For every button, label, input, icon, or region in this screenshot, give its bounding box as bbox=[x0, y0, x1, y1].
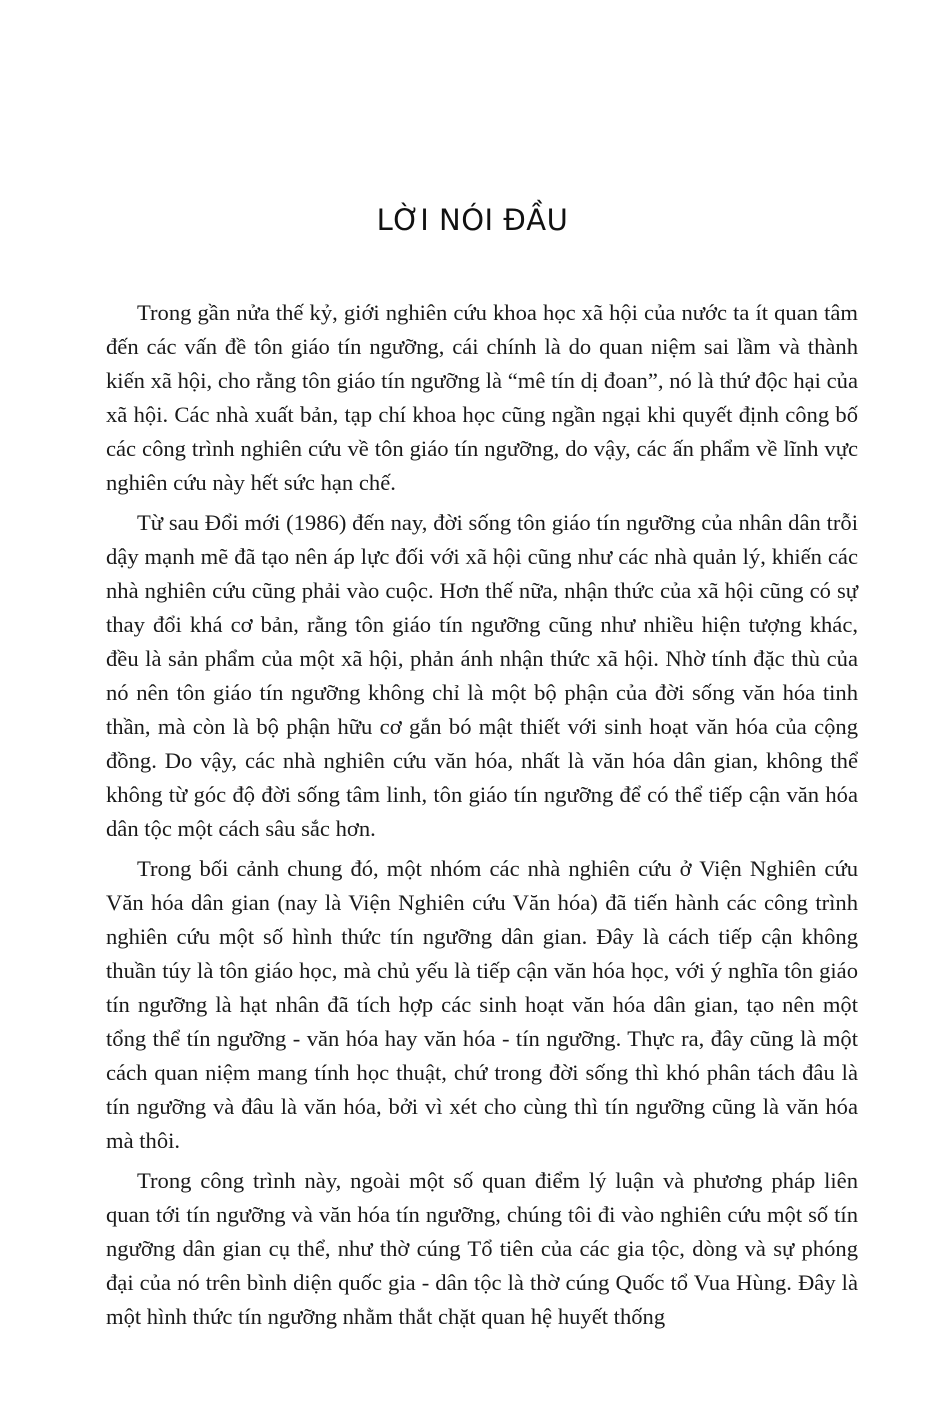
paragraph-3: Trong bối cảnh chung đó, một nhóm các nhà nghiên cứu ở Viện Nghiên cứu Văn hóa dân gian (nay là Viện Nghiên cứu Văn hóa) đã tiến hành các công trình nghiên cứu một số hình thức tín ngưỡng dân gian. Đây là cách tiếp cận không thuần túy là tôn giáo học, mà chủ yếu là tiếp cận văn hóa học, với ý nghĩa tôn giáo tín ngưỡng là hạt nhân đã tích hợp các sinh hoạt văn hóa dân gian, tạo nên một tổng thể tín ngưỡng - văn hóa hay văn hóa - tín ngưỡng. Thực ra, đây cũng là một cách quan niệm mang tính học thuật, chứ trong đời sống thì khó phân tách đâu là tín ngưỡng và đâu là văn hóa, bởi vì xét cho cùng thì tín ngưỡng cũng là văn hóa mà thôi. bbox=[106, 856, 858, 1153]
paragraph-2: Từ sau Đổi mới (1986) đến nay, đời sống tôn giáo tín ngưỡng của nhân dân trỗi dậy mạnh mẽ đã tạo nên áp lực đối với xã hội cũng như các nhà quản lý, khiến các nhà nghiên cứu cũng phải vào cuộc. Hơn thế nữa, nhận thức của xã hội cũng có sự thay đổi khá cơ bản, rằng tôn giáo tín ngưỡng cũng như nhiều hiện tượng khác, đều là sản phẩm của một xã hội, phản ánh nhận thức xã hội. Nhờ tính đặc thù của nó nên tôn giáo tín ngưỡng không chỉ là một bộ phận của đời sống văn hóa tinh thần, mà còn là bộ phận hữu cơ gắn bó mật thiết với sinh hoạt văn hóa của cộng đồng. Do vậy, các nhà nghiên cứu văn hóa, nhất là văn hóa dân gian, không thể không từ góc độ đời sống tâm linh, tôn giáo tín ngưỡng để có thể tiếp cận văn hóa dân tộc một cách sâu sắc hơn. bbox=[106, 510, 858, 841]
paragraph-1: Trong gần nửa thế kỷ, giới nghiên cứu khoa học xã hội của nước ta ít quan tâm đến các vấn đề tôn giáo tín ngưỡng, cái chính là do quan niệm sai lầm và thành kiến xã hội, cho rằng tôn giáo tín ngưỡng là “mê tín dị đoan”, nó là thứ độc hại của xã hội. Các nhà xuất bản, tạp chí khoa học cũng ngần ngại khi quyết định công bố các công trình nghiên cứu về tôn giáo tín ngưỡng, do vậy, các ấn phẩm về lĩnh vực nghiên cứu này hết sức hạn chế. bbox=[106, 300, 858, 495]
body-text bbox=[106, 296, 858, 1340]
page-title: LỜI NÓI ĐẦU bbox=[376, 203, 569, 237]
paragraph-4: Trong công trình này, ngoài một số quan điểm lý luận và phương pháp liên quan tới tín ngưỡng và văn hóa tín ngưỡng, chúng tôi đi vào nghiên cứu một số tín ngưỡng dân gian cụ thể, như thờ cúng Tổ tiên của các gia tộc, dòng và sự phóng đại của nó trên bình diện quốc gia - dân tộc là thờ cúng Quốc tổ Vua Hùng. Đây là một hình thức tín ngưỡng nhằm thắt chặt quan hệ huyết thống bbox=[106, 1168, 858, 1329]
